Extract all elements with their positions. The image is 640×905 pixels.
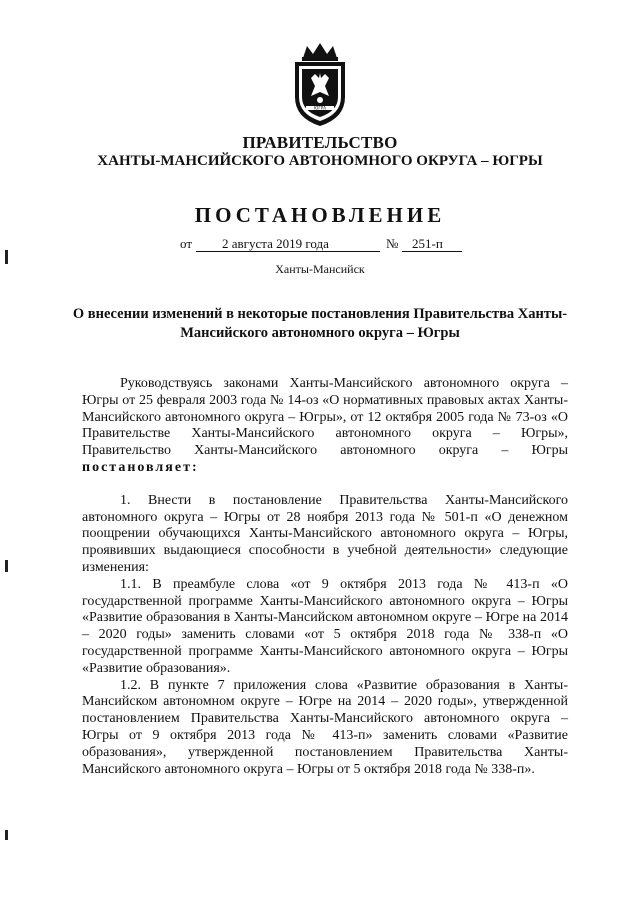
coat-of-arms-emblem: [285, 42, 355, 128]
preamble-text: Руководствуясь законами Ханты-Мансийского автономного округа – Югры от 25 февраля 2003 года № 14-оз «О нормативных правовых актах Ханты-Мансийского автономного округа – Югры», от 12 октября 2005 года № 73-оз «О Правительстве Ханты-Мансийского автономного округа – Югры», Правительство Ханты-Мансийского автономного округа – Югры: [82, 376, 568, 459]
resolves-colon: :: [191, 459, 197, 475]
decree-subject: О внесении изменений в некоторые постановления Правительства Ханты-Мансийского автономного округа – Югры: [72, 306, 568, 341]
document-type-title: ПОСТАНОВЛЕНИЕ: [194, 203, 446, 227]
clause-1-1-paragraph: 1.1. В преамбуле слова «от 9 октября 2013 года № 413-п «О государственной программе Ханты-Мансийского автономного округа – Югры «Развитие образования в Ханты-Мансийском автономном округе – Югре на 2014 – 2020 годы» заменить словами «от 5 октября 2018 года № 338-п «О государственной программе Ханты-Мансийского автономного округа – Югры «Развитие образования».: [82, 576, 568, 676]
city-name: Ханты-Мансийск: [275, 262, 365, 276]
decree-body: [82, 376, 568, 778]
clause-1-paragraph: 1. Внести в постановление Правительства Ханты-Мансийского автономного округа – Югры от 28 ноября 2013 года № 501-п «О денежном поощрении обучающихся Ханты-Мансийского автономного округа – Югры, проявивших выдающиеся способности в учебной деятельности» следующие изменения:: [82, 492, 568, 575]
clause-1-2-paragraph: 1.2. В пункте 7 приложения слова «Развитие образования в Ханты-Мансийском автономном округе – Югре на 2014 – 2020 годы», утвержденной постановлением Правительства Ханты-Мансийского автономного округа – Югры от 9 октября 2013 года № 413-п» заменить словами «Развитие образования», утвержденной постановлением Правительства Ханты-Мансийского автономного округа – Югры от 5 октября 2018 года № 338-п».: [82, 677, 568, 777]
preamble-paragraph: [82, 376, 568, 477]
region-title: ХАНТЫ-МАНСИЙСКОГО АВТОНОМНОГО ОКРУГА – ЮГРЫ: [97, 153, 543, 169]
emblem-text: ЮГРА: [314, 105, 326, 111]
number-label: №: [386, 236, 399, 251]
date-from-label: от: [180, 236, 193, 251]
scan-margin-mark: [5, 560, 8, 572]
decree-date: 2 августа 2019 года: [222, 236, 329, 251]
scan-margin-mark: [5, 830, 8, 840]
government-title: ПРАВИТЕЛЬСТВО: [242, 133, 398, 152]
decree-number: 251-п: [412, 236, 443, 251]
resolves-word: постановляет: [82, 459, 192, 475]
